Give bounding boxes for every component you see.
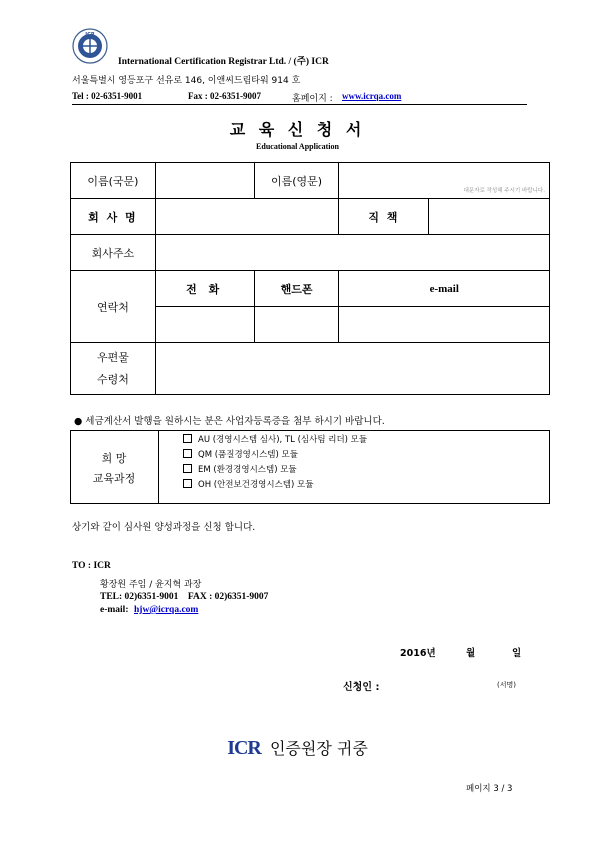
- company-fax: Fax : 02-6351-9007: [188, 91, 261, 101]
- course-label: [70, 449, 158, 489]
- mail-label-line-2: 수령처: [96, 372, 129, 386]
- company-field[interactable]: [155, 199, 339, 235]
- position-field[interactable]: [429, 199, 550, 235]
- course-option-label: QM (품질경영시스템) 모듈: [198, 450, 298, 460]
- application-statement: 상기와 같이 심사원 양성과정을 신청 합니다.: [72, 522, 256, 533]
- email-label: e-mail: [339, 271, 550, 307]
- phone-field[interactable]: [155, 307, 254, 343]
- footer-recipient: [0, 736, 595, 760]
- contact-telfax: TEL: 02)6351-9001 FAX : 02)6351-9007: [100, 592, 269, 602]
- name-en-hint: 대문자로 작성해 주시기 바랍니다.: [463, 188, 545, 194]
- mail-recipient-label: [71, 343, 156, 395]
- checkbox-icon[interactable]: [183, 434, 192, 443]
- mobile-field[interactable]: [254, 307, 339, 343]
- contact-label: 연락처: [71, 271, 156, 343]
- name-kr-field[interactable]: [155, 163, 254, 199]
- name-en-label: 이름(영문): [254, 163, 339, 199]
- course-option-em[interactable]: [183, 463, 367, 478]
- contact-email-label: e-mail:: [100, 605, 129, 615]
- contact-persons: 황장원 주임 / 윤지혁 과장: [100, 580, 202, 590]
- course-option-label: AU (경영시스템 심사), TL (심사팀 리더) 모듈: [198, 435, 368, 445]
- company-address: 서울특별시 영등포구 선유로 146, 이앤씨드림타워 914 호: [72, 76, 301, 86]
- company-logo: [72, 28, 108, 64]
- address-label: 회사주소: [71, 235, 156, 271]
- position-label: 직 책: [339, 199, 429, 235]
- course-option-qm[interactable]: [183, 448, 367, 463]
- icr-logo: ICR: [227, 737, 261, 759]
- checkbox-icon[interactable]: [183, 479, 192, 488]
- phone-label: 전 화: [155, 271, 254, 307]
- header-divider: [72, 104, 527, 105]
- course-option-au[interactable]: [183, 433, 367, 448]
- mail-recipient-field[interactable]: [155, 343, 549, 395]
- course-box-divider: [158, 430, 159, 503]
- company-label: 회 사 명: [71, 199, 156, 235]
- homepage-link[interactable]: www.icrqa.com: [342, 91, 402, 101]
- applicant-sign-field[interactable]: (서명): [497, 681, 516, 689]
- name-kr-label: 이름(국문): [71, 163, 156, 199]
- company-tel: Tel : 02-6351-9001: [72, 91, 143, 101]
- form-title: 교 육 신 청 서: [229, 120, 366, 139]
- email-field[interactable]: [339, 307, 550, 343]
- mail-label-line-1: 우편물: [96, 350, 129, 364]
- form-subtitle: Educational Application: [256, 142, 339, 151]
- contact-email-link[interactable]: hjw@icrqa.com: [134, 605, 199, 615]
- course-options: [183, 433, 367, 493]
- checkbox-icon[interactable]: [183, 449, 192, 458]
- course-label-line-2: 교육과정: [92, 472, 136, 485]
- course-option-label: EM (환경경영시스템) 모듈: [198, 465, 297, 475]
- mobile-label: 핸드폰: [254, 271, 339, 307]
- application-form: [70, 162, 550, 395]
- name-en-field[interactable]: [339, 163, 550, 199]
- date-month: 월: [466, 648, 476, 659]
- company-name: International Certification Registrar Ltd. / (주) ICR: [118, 57, 329, 67]
- date-day: 일: [512, 648, 522, 659]
- course-option-oh[interactable]: [183, 478, 367, 493]
- recipient-text: 인증원장 귀중: [269, 739, 368, 758]
- course-label-line-1: 희 망: [101, 452, 127, 465]
- tax-invoice-note: ● 세금계산서 발행을 원하시는 분은 사업자등록증을 첨부 하시기 바랍니다.: [74, 416, 385, 427]
- applicant-label: 신청인 :: [343, 682, 380, 693]
- homepage-label: 홈페이지 :: [292, 94, 333, 104]
- page-number: 페이지 3 / 3: [466, 784, 513, 794]
- course-option-label: OH (안전보건경영시스템) 모듈: [198, 480, 314, 490]
- address-field[interactable]: [155, 235, 549, 271]
- checkbox-icon[interactable]: [183, 464, 192, 473]
- to-label: TO : ICR: [72, 561, 111, 571]
- svg-text:ICR: ICR: [85, 32, 95, 38]
- date-year: 2016년: [400, 648, 436, 659]
